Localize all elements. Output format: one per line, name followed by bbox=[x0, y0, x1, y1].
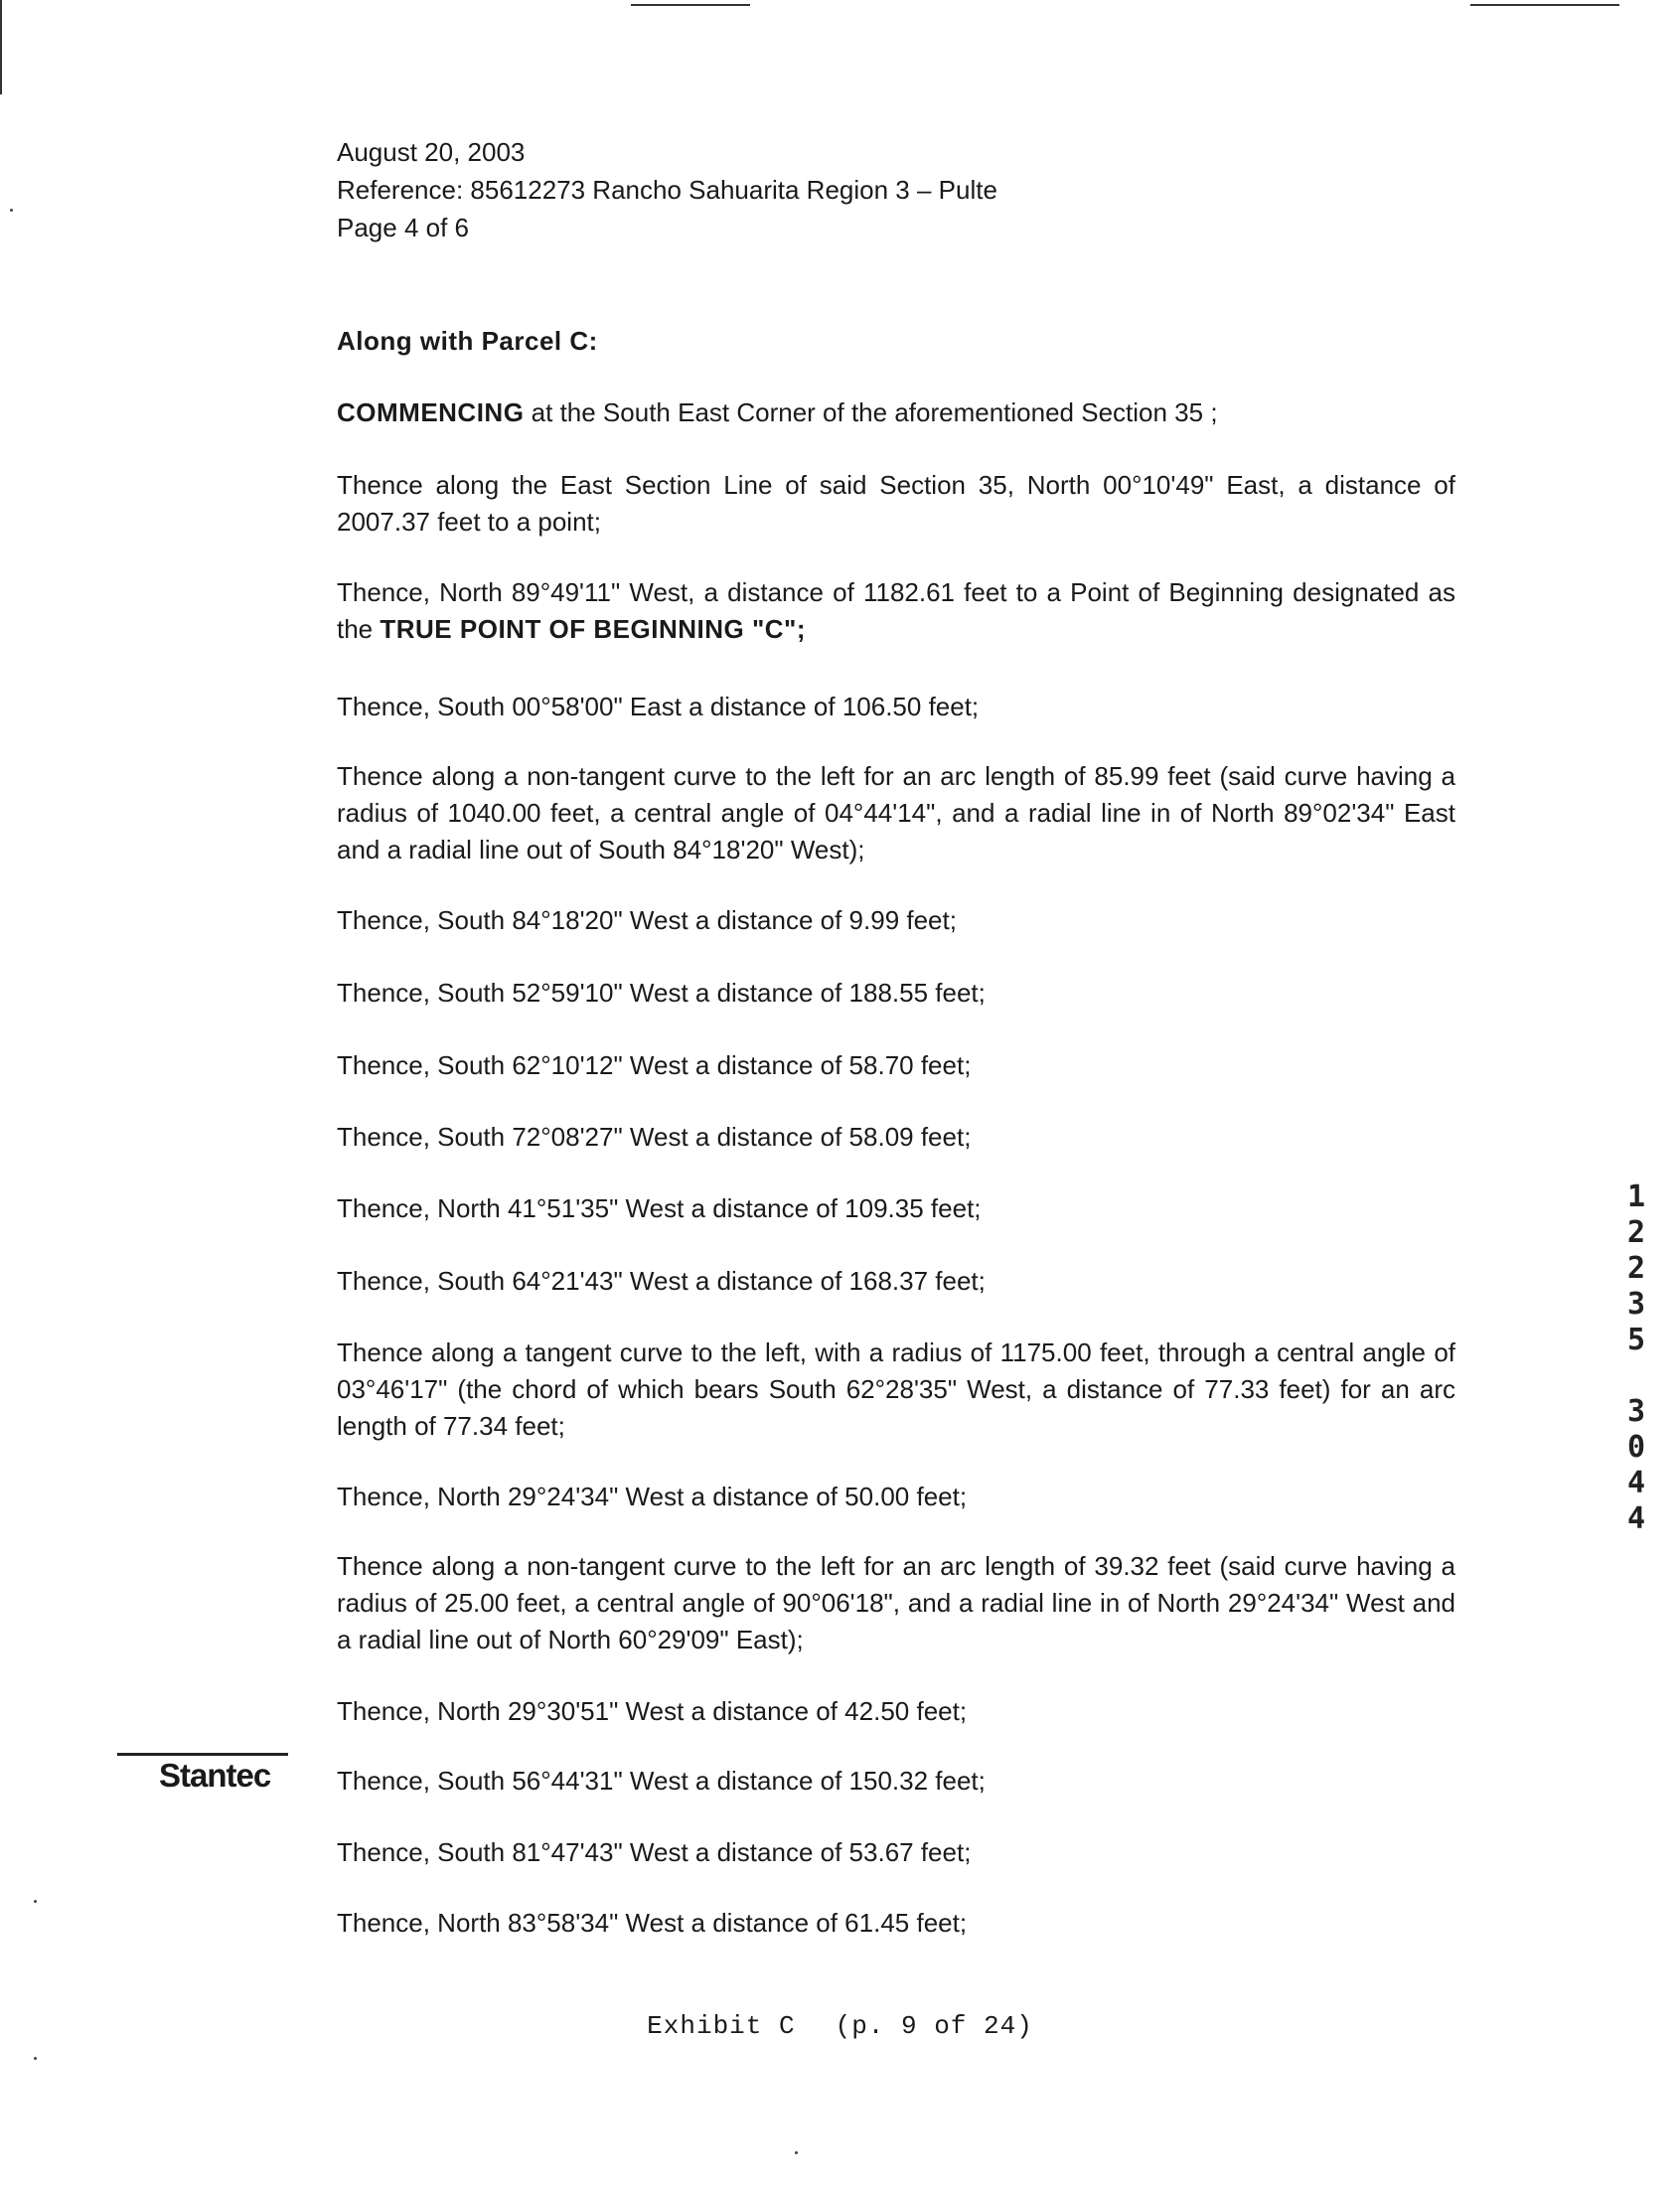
commencing-paragraph bbox=[337, 394, 1455, 431]
header-date: August 20, 2003 bbox=[337, 137, 526, 167]
scan-speck bbox=[34, 2057, 37, 2060]
legal-paragraph-17: Thence, North 83°58'34" West a distance of 61.45 feet; bbox=[337, 1908, 968, 1938]
scan-speck bbox=[34, 1900, 37, 1903]
stamp-digit: 3 bbox=[1626, 1287, 1646, 1322]
recording-stamp-number bbox=[1621, 1179, 1651, 1537]
legal-paragraph-15: Thence, South 56°44'31" West a distance of 150.32 feet; bbox=[337, 1766, 986, 1796]
stamp-digit: 4 bbox=[1626, 1501, 1646, 1536]
header-page-number: Page 4 of 6 bbox=[337, 213, 469, 242]
exhibit-footer bbox=[0, 2011, 1680, 2041]
stamp-digit: 5 bbox=[1626, 1323, 1646, 1357]
scan-top-right-line bbox=[1470, 4, 1619, 6]
letter-header bbox=[337, 133, 997, 246]
commencing-keyword: COMMENCING bbox=[337, 397, 525, 427]
scan-top-line bbox=[631, 4, 750, 6]
paragraph-2-text: Thence, North 89°49'11" West, a distance of 1182.61 feet to a Point of Beginning designated as the bbox=[337, 577, 1455, 644]
legal-paragraph-14: Thence, North 29°30'51" West a distance of 42.50 feet; bbox=[337, 1696, 968, 1726]
legal-paragraph-7: Thence, South 62°10'12" West a distance of 58.70 feet; bbox=[337, 1050, 972, 1080]
legal-paragraph-1: Thence along the East Section Line of said Section 35, North 00°10'49" East, a distance of 2007.37 feet to a point; bbox=[337, 470, 1455, 537]
legal-paragraph-6: Thence, South 52°59'10" West a distance of 188.55 feet; bbox=[337, 978, 986, 1008]
legal-paragraph-2 bbox=[337, 574, 1455, 648]
header-reference: Reference: 85612273 Rancho Sahuarita Region 3 – Pulte bbox=[337, 175, 997, 205]
exhibit-label: Exhibit C bbox=[647, 2011, 796, 2041]
stamp-digit: 2 bbox=[1626, 1215, 1646, 1250]
stantec-logo: Stantec bbox=[159, 1757, 271, 1794]
true-point-of-beginning: TRUE POINT OF BEGINNING "C"; bbox=[380, 614, 807, 644]
commencing-text: at the South East Corner of the aforementioned Section 35 ; bbox=[524, 397, 1218, 427]
legal-paragraph-13: Thence along a non-tangent curve to the left for an arc length of 39.32 feet (said curve having a radius of 25.00 feet, a central angle of 90°06'18", and a radial line in of North 29°24'34" West and a radial line out of North 60°29'09" East); bbox=[337, 1551, 1455, 1654]
exhibit-page: (p. 9 of 24) bbox=[835, 2011, 1033, 2041]
legal-paragraph-5: Thence, South 84°18'20" West a distance of 9.99 feet; bbox=[337, 905, 957, 935]
section-heading: Along with Parcel C: bbox=[337, 326, 598, 356]
legal-paragraph-12: Thence, North 29°24'34" West a distance of 50.00 feet; bbox=[337, 1482, 968, 1511]
legal-paragraph-9: Thence, North 41°51'35" West a distance of 109.35 feet; bbox=[337, 1193, 982, 1223]
stamp-digit: 4 bbox=[1626, 1466, 1646, 1500]
scan-speck bbox=[795, 2151, 798, 2154]
stamp-digit: 0 bbox=[1626, 1430, 1646, 1465]
stamp-digit: 1 bbox=[1626, 1179, 1646, 1214]
legal-paragraph-16: Thence, South 81°47'43" West a distance of 53.67 feet; bbox=[337, 1837, 972, 1867]
legal-paragraph-3: Thence, South 00°58'00" East a distance of 106.50 feet; bbox=[337, 692, 980, 721]
legal-paragraph-8: Thence, South 72°08'27" West a distance of 58.09 feet; bbox=[337, 1122, 972, 1152]
legal-paragraph-10: Thence, South 64°21'43" West a distance of 168.37 feet; bbox=[337, 1266, 986, 1296]
stamp-gap bbox=[1621, 1358, 1651, 1394]
legal-paragraph-4: Thence along a non-tangent curve to the left for an arc length of 85.99 feet (said curve having a radius of 1040.00 feet, a central angle of 04°44'14", and a radial line in of North 89°02'34" East and a radial line out of South 84°18'20" West); bbox=[337, 761, 1455, 864]
scan-edge-line bbox=[0, 0, 2, 94]
scan-speck bbox=[10, 209, 13, 212]
logo-rule bbox=[117, 1753, 288, 1756]
stamp-digit: 3 bbox=[1626, 1394, 1646, 1429]
legal-paragraph-11: Thence along a tangent curve to the left, with a radius of 1175.00 feet, through a central angle of 03°46'17" (the chord of which bears South 62°28'35" West, a distance of 77.33 feet) for an arc length of 77.34 feet; bbox=[337, 1337, 1455, 1441]
stamp-digit: 2 bbox=[1626, 1251, 1646, 1286]
